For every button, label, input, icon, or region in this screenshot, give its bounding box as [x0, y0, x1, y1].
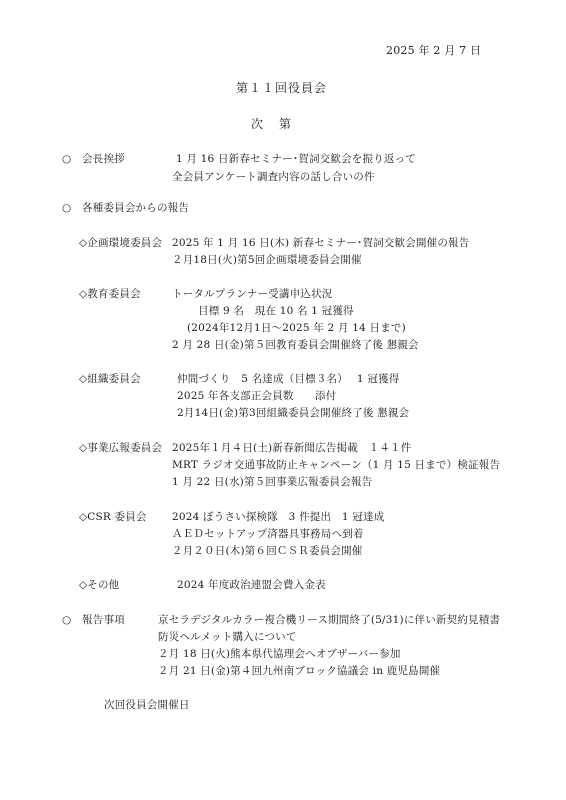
greeting-line-2: 全会員アンケート調査内容の話し合いの件: [172, 171, 375, 183]
committee-pr-line-1: 2025年１月４日(土)新春新聞広告掲載 １４１件: [172, 442, 412, 454]
committee-education-line-3: (2024年12月1日～2025 年 2 月 14 日まで): [187, 322, 406, 334]
committees-heading: ○ 各種委員会からの報告: [62, 202, 190, 214]
committee-organization-line-3: 2月14日(金)第3回組織委員会開催終了後 懇親会: [177, 407, 410, 419]
committee-label-education: ◇教育委員会: [79, 288, 141, 300]
committee-csr-line-1: 2024 ぼうさい探検隊 3 件提出 1 冠達成: [172, 511, 385, 523]
reports-label: ○ 報告事項: [62, 614, 125, 626]
greeting-label: ○ 会長挨拶: [62, 153, 125, 165]
committee-csr-line-2: ＡＥＤセットアップ済器具事務局へ到着: [172, 528, 364, 540]
committee-label-csr: ◇CSR 委員会: [79, 511, 147, 523]
document-subtitle: 次 第: [251, 117, 294, 131]
committee-education-line-4: 2 月 28 日(金)第５回教育委員会開催終了後 懇親会: [172, 339, 419, 351]
committee-planning-line-2: ２月18日(火)第5回企画環境委員会開催: [172, 254, 362, 266]
document-title: 第１１回役員会: [236, 81, 328, 95]
committee-pr-line-3: 1 月 22 日(水)第５回事業広報委員会報告: [172, 476, 373, 488]
committee-pr-line-2: MRT ラジオ交通事故防止キャンペーン（1 月 15 日まで）検証報告: [172, 459, 501, 471]
reports-line-2: 防災ヘルメット購入について: [158, 631, 297, 643]
reports-line-1: 京セラデジタルカラー複合機リース期間終了(5/31)に伴い新契約見積書: [158, 614, 501, 626]
committee-other-line-1: 2024 年度政治連盟会費入金表: [177, 579, 326, 591]
reports-line-3: ２月 18 日(火)熊本県代協理会へオブザーバー参加: [158, 648, 401, 660]
committee-planning-line-1: 2025 年 1 月 16 日(木) 新春セミナー･賀詞交歓会開催の報告: [172, 237, 470, 249]
greeting-line-1: 1 月 16 日新春セミナー･賀詞交歓会を振り返って: [176, 153, 417, 165]
committee-education-line-1: トータルプランナー受講申込状況: [172, 288, 333, 300]
committee-organization-line-2: 2025 年各支部正会員数 添付: [177, 390, 337, 402]
committee-label-other: ◇その他: [79, 579, 120, 591]
committee-label-pr: ◇事業広報委員会: [79, 442, 163, 454]
committee-csr-line-3: ２月２０日(木)第６回ＣＳＲ委員会開催: [172, 545, 363, 557]
committee-label-planning: ◇企画環境委員会: [79, 237, 163, 249]
reports-line-4: ２月 21 日(金)第４回九州南ブロック協議会 in 鹿児島開催: [158, 665, 441, 677]
committee-organization-line-1: 仲間づくり 5 名達成（目標３名） 1 冠獲得: [177, 373, 400, 385]
document-date: 2025 年 2 月 7 日: [386, 44, 482, 57]
committee-education-line-2: 目標 9 名 現在 10 名 1 冠獲得: [198, 305, 354, 317]
next-meeting-label: 次回役員会開催日: [104, 699, 190, 711]
committee-label-organization: ◇組織委員会: [79, 373, 141, 385]
